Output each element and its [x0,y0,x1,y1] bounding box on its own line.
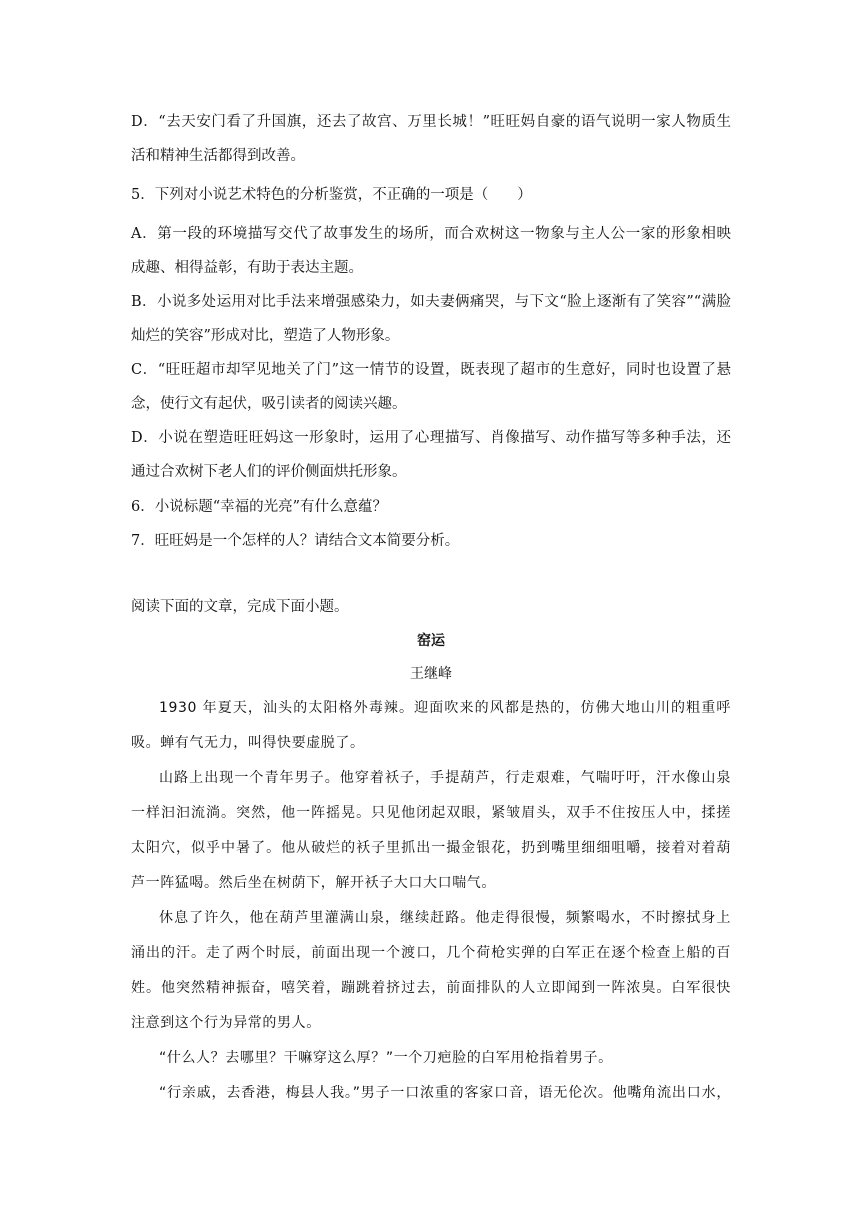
q5-option-a-line-1: A．第一段的环境描写交代了故事发生的场所，而合欢树这一物象与主人公一家的形象相映 [131,226,731,242]
q5-option-c-line-2: 念，使行文有起伏，吸引读者的阅读兴趣。 [131,396,407,412]
q5-option-a-line-2: 成趣、相得益彰，有助于表达主题。 [131,260,363,276]
article-p2-line-4: 芦一阵猛喝。然后坐在树荫下，解开袄子大口大口喘气。 [131,875,496,891]
q5-option-c-line-1: C．“旺旺超市却罕见地关了门”这一情节的设置，既表现了超市的生意好，同时也设置了悬 [131,362,731,378]
q4-option-d-line-2: 活和精神生活都得到改善。 [131,148,305,164]
q5-option-d-line-1: D．小说在塑造旺旺妈这一形象时，运用了心理描写、肖像描写、动作描写等多种手法，还 [131,430,731,446]
article-p4-line-1: “什么人？去哪里？干嘛穿这么厚？”一个刀疤脸的白军用枪指着男子。 [159,1050,613,1066]
q5-option-d-line-2: 通过合欢树下老人们的评价侧面烘托形象。 [131,464,407,480]
article-p3-line-4: 注意到这个行为异常的男人。 [131,1015,321,1031]
article-p2-line-1: 山路上出现一个青年男子。他穿着袄子，手提葫芦，行走艰难，气喘吁吁，汗水像山泉 [159,770,731,786]
article-p3-line-2: 涌出的汗。走了两个时辰，前面出现一个渡口，几个荷枪实弹的白军正在逐个检查上船的百 [131,945,731,961]
q5-option-b-line-1: B．小说多处运用对比手法来增强感染力，如夫妻俩痛哭，与下文“脸上逐渐有了笑容”“满脸 [131,294,731,310]
article-p5-line-1: “行亲戚，去香港，梅县人我。”男子一口浓重的客家口音，语无伦次。他嘴角流出口水， [159,1085,731,1101]
article-p2-line-3: 太阳穴，似乎中暑了。他从破烂的袄子里抓出一撮金银花，扔到嘴里细细咀嚼，接着对着葫 [131,840,731,856]
reading-instruction: 阅读下面的文章，完成下面小题。 [131,599,349,615]
article-p1-line-1: 1930 年夏天，汕头的太阳格外毒辣。迎面吹来的风都是热的，仿佛大地山川的粗重呼 [159,700,731,716]
article-author: 王继峰 [410,666,452,682]
q5-stem: 5．下列对小说艺术特色的分析鉴赏，不正确的一项是（ ） [131,187,532,203]
article-p2-line-2: 一样汩汩流淌。突然，他一阵摇晃。只见他闭起双眼，紧皱眉头，双手不住按压人中，揉搓 [131,805,731,821]
q5-option-b-line-2: 灿烂的笑容”形成对比，塑造了人物形象。 [131,328,400,344]
article-p3-line-1: 休息了许久，他在葫芦里灌满山泉，继续赶路。他走得很慢，频繁喝水，不时擦拭身上 [159,910,731,926]
article-title: 窑运 [417,633,445,649]
q7-stem: 7．旺旺妈是一个怎样的人？请结合文本简要分析。 [131,533,460,549]
q4-option-d-line-1: D．“去天安门看了升国旗，还去了故宫、万里长城！”旺旺妈自豪的语气说明一家人物质生 [131,114,731,130]
q6-stem: 6．小说标题“幸福的光亮”有什么意蕴？ [131,499,388,515]
article-p3-line-3: 姓。他突然精神振奋，嘻笑着，蹦跳着挤过去，前面排队的人立即闻到一阵浓臭。白军很快 [131,980,731,996]
article-p1-line-2: 吸。蝉有气无力，叫得快要虚脱了。 [131,735,365,751]
